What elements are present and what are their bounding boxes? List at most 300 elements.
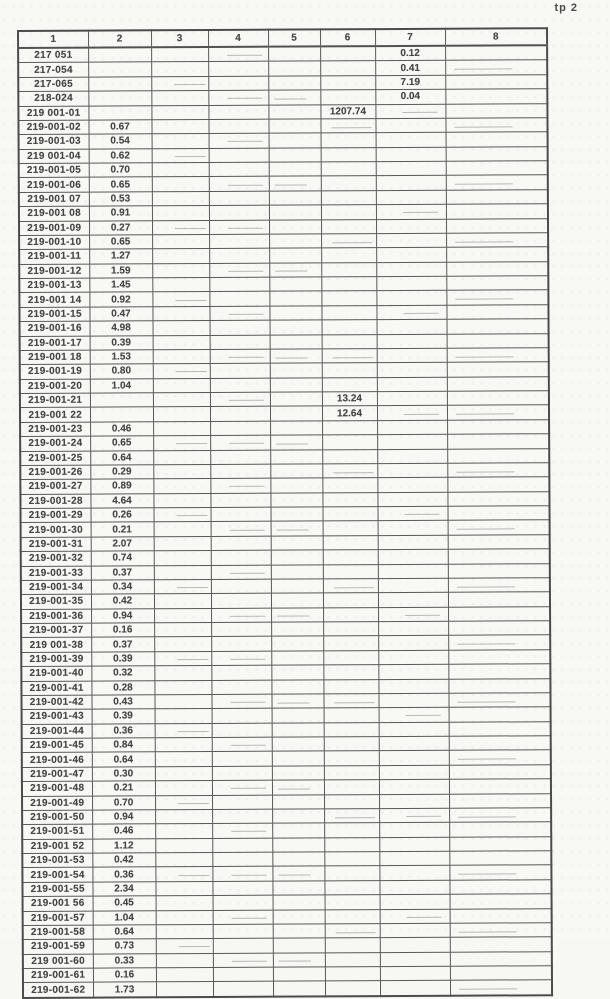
value-cell: 0.45 — [93, 896, 156, 911]
value-cell: 1.04 — [93, 910, 156, 925]
row-id-cell: 219-001-51 — [22, 824, 92, 839]
row-id-cell: 219-001-58 — [23, 925, 93, 940]
value-cell — [154, 651, 211, 666]
row-id-cell: 219-001-15 — [19, 307, 89, 322]
value-cell — [376, 204, 446, 219]
value-cell — [447, 491, 549, 506]
value-cell — [377, 348, 447, 363]
value-cell — [324, 737, 379, 752]
value-cell — [321, 147, 376, 162]
value-cell — [271, 564, 323, 579]
row-id-cell: 219-001-03 — [19, 134, 89, 149]
row-id-cell: 219-001-12 — [19, 264, 89, 279]
row-id-cell: 219-001-31 — [21, 537, 91, 552]
value-cell — [378, 664, 448, 679]
value-cell — [269, 148, 321, 163]
row-id-cell: 219-001 18 — [20, 350, 90, 365]
value-cell — [268, 104, 320, 119]
value-cell — [270, 349, 322, 364]
value-cell — [273, 953, 325, 968]
value-cell — [324, 751, 379, 766]
value-cell: 1.59 — [89, 263, 152, 278]
value-cell: 0.70 — [89, 163, 152, 178]
value-cell — [155, 723, 212, 738]
value-cell — [378, 636, 448, 651]
value-cell: 0.30 — [92, 767, 155, 782]
value-cell: 0.64 — [93, 925, 156, 940]
value-cell: 0.42 — [91, 594, 154, 609]
value-cell: 0.94 — [92, 810, 155, 825]
value-cell — [446, 304, 548, 319]
value-cell: 0.36 — [92, 867, 155, 882]
value-cell — [268, 76, 320, 91]
value-cell — [376, 133, 446, 148]
value-cell — [211, 680, 271, 695]
value-cell: 2.34 — [92, 882, 155, 897]
value-cell: 0.21 — [92, 781, 155, 796]
value-cell — [325, 923, 380, 938]
value-cell — [447, 333, 549, 348]
table-row — [23, 980, 552, 998]
value-cell — [272, 881, 324, 896]
value-cell — [445, 45, 547, 60]
value-cell — [154, 637, 211, 652]
row-id-cell: 219-001-17 — [20, 336, 90, 351]
value-cell — [212, 723, 272, 738]
value-cell: 0.12 — [375, 46, 445, 61]
value-cell: 0.16 — [91, 623, 154, 638]
value-cell: 0.91 — [89, 206, 152, 221]
value-cell — [213, 895, 273, 910]
value-cell — [379, 822, 449, 837]
value-cell — [376, 291, 446, 306]
value-cell — [209, 177, 269, 192]
value-cell — [213, 967, 273, 982]
value-cell — [380, 981, 450, 996]
value-cell — [152, 177, 209, 192]
value-cell — [380, 894, 450, 909]
row-id-cell: 217 051 — [18, 48, 88, 63]
value-cell — [323, 550, 378, 565]
value-cell — [155, 867, 212, 882]
value-cell — [376, 305, 446, 320]
value-cell — [446, 132, 548, 147]
value-cell — [378, 521, 448, 536]
value-cell — [210, 435, 270, 450]
value-cell — [208, 90, 268, 105]
table-body — [18, 45, 552, 998]
row-id-cell: 219-001-42 — [21, 695, 91, 710]
value-cell — [379, 866, 449, 881]
value-cell — [450, 966, 552, 981]
value-cell — [272, 766, 324, 781]
value-cell — [378, 593, 448, 608]
value-cell — [324, 708, 379, 723]
value-cell — [153, 450, 210, 465]
value-cell — [378, 549, 448, 564]
value-cell — [380, 966, 450, 981]
value-cell — [88, 77, 151, 92]
row-id-cell: 219-001-02 — [18, 120, 88, 135]
value-cell — [153, 392, 210, 407]
value-cell — [321, 205, 376, 220]
value-cell — [212, 780, 272, 795]
value-cell — [156, 953, 213, 968]
value-cell — [324, 808, 379, 823]
value-cell — [153, 493, 210, 508]
value-cell — [447, 419, 549, 434]
value-cell — [209, 277, 269, 292]
value-cell: 0.64 — [92, 752, 155, 767]
value-cell: 0.65 — [89, 177, 152, 192]
row-id-cell: 219-001-44 — [22, 724, 92, 739]
value-cell — [270, 435, 322, 450]
value-cell — [446, 233, 548, 248]
value-cell — [325, 909, 380, 924]
value-cell — [447, 391, 549, 406]
value-cell — [269, 291, 321, 306]
value-cell — [210, 421, 270, 436]
value-cell — [323, 578, 378, 593]
row-id-cell: 219-001-49 — [22, 796, 92, 811]
value-cell — [271, 636, 323, 651]
value-cell — [155, 709, 212, 724]
value-cell — [269, 176, 321, 191]
data-table — [17, 27, 553, 999]
value-cell: 1.53 — [90, 350, 153, 365]
value-cell — [378, 621, 448, 636]
value-cell — [323, 521, 378, 536]
row-id-cell: 219-001-41 — [21, 681, 91, 696]
value-cell — [448, 621, 550, 636]
value-cell — [211, 694, 271, 709]
row-id-cell: 219-001-39 — [21, 652, 91, 667]
value-cell — [155, 881, 212, 896]
value-cell — [377, 391, 447, 406]
value-cell — [325, 895, 380, 910]
value-cell — [270, 449, 322, 464]
value-cell — [270, 320, 322, 335]
value-cell — [271, 665, 323, 680]
row-id-cell: 219-001-54 — [22, 867, 92, 882]
value-cell — [325, 952, 380, 967]
value-cell: 7.19 — [375, 75, 445, 90]
value-cell — [446, 175, 548, 190]
value-cell — [449, 764, 551, 779]
value-cell — [446, 189, 548, 204]
value-cell — [379, 751, 449, 766]
value-cell — [208, 105, 268, 120]
value-cell — [325, 938, 380, 953]
value-cell — [447, 362, 549, 377]
value-cell — [321, 133, 376, 148]
row-id-cell: 219-001-59 — [23, 939, 93, 954]
row-id-cell: 219-001-25 — [20, 451, 90, 466]
value-cell — [376, 147, 446, 162]
value-cell — [378, 535, 448, 550]
row-id-cell: 219-001-05 — [19, 163, 89, 178]
value-cell: 0.94 — [91, 608, 154, 623]
value-cell — [210, 478, 270, 493]
value-cell: 0.41 — [375, 61, 445, 76]
row-id-cell: 219-001-06 — [19, 178, 89, 193]
value-cell — [151, 91, 208, 106]
value-cell — [322, 435, 377, 450]
value-cell — [271, 694, 323, 709]
value-cell — [154, 622, 211, 637]
row-id-cell: 219-001-62 — [23, 982, 93, 997]
value-cell — [270, 363, 322, 378]
value-cell — [269, 234, 321, 249]
value-cell — [153, 335, 210, 350]
value-cell — [211, 507, 271, 522]
value-cell — [375, 104, 445, 119]
value-cell — [378, 650, 448, 665]
value-cell — [155, 795, 212, 810]
value-cell — [324, 880, 379, 895]
value-cell — [320, 61, 375, 76]
value-cell — [269, 191, 321, 206]
value-cell — [154, 694, 211, 709]
value-cell — [211, 579, 271, 594]
value-cell — [321, 262, 376, 277]
value-cell — [209, 234, 269, 249]
value-cell: 4.64 — [90, 493, 153, 508]
value-cell — [90, 393, 153, 408]
value-cell — [208, 47, 268, 62]
value-cell — [379, 779, 449, 794]
value-cell — [212, 852, 272, 867]
value-cell — [270, 478, 322, 493]
value-cell — [321, 305, 376, 320]
value-cell: 0.16 — [93, 968, 156, 983]
value-cell — [212, 867, 272, 882]
value-cell — [269, 248, 321, 263]
value-cell — [448, 592, 550, 607]
value-cell: 0.04 — [375, 89, 445, 104]
value-cell — [322, 449, 377, 464]
value-cell — [271, 579, 323, 594]
value-cell — [213, 982, 273, 997]
value-cell — [210, 464, 270, 479]
value-cell — [271, 536, 323, 551]
column-header: 3 — [151, 30, 208, 47]
value-cell — [379, 765, 449, 780]
value-cell: 0.28 — [91, 680, 154, 695]
table-container — [17, 27, 553, 999]
value-cell — [273, 924, 325, 939]
value-cell — [209, 162, 269, 177]
value-cell — [449, 750, 551, 765]
value-cell — [153, 321, 210, 336]
value-cell — [209, 220, 269, 235]
value-cell — [379, 722, 449, 737]
value-cell — [320, 90, 375, 105]
value-cell — [213, 924, 273, 939]
value-cell — [450, 980, 552, 995]
value-cell — [324, 780, 379, 795]
value-cell — [321, 162, 376, 177]
value-cell — [377, 420, 447, 435]
value-cell — [324, 866, 379, 881]
value-cell — [378, 607, 448, 622]
row-id-cell: 219-001-32 — [21, 551, 91, 566]
value-cell — [152, 249, 209, 264]
value-cell — [321, 176, 376, 191]
value-cell — [449, 822, 551, 837]
value-cell — [156, 924, 213, 939]
value-cell — [209, 191, 269, 206]
row-id-cell: 219-001-34 — [21, 580, 91, 595]
column-header: 7 — [375, 29, 445, 46]
value-cell — [323, 622, 378, 637]
value-cell — [446, 276, 548, 291]
row-id-cell: 219-001 52 — [22, 839, 92, 854]
value-cell — [268, 119, 320, 134]
value-cell — [446, 218, 548, 233]
value-cell — [446, 161, 548, 176]
value-cell — [321, 248, 376, 263]
column-header: 1 — [18, 31, 88, 48]
value-cell — [448, 534, 550, 549]
value-cell — [447, 463, 549, 478]
row-id-cell: 219-001-28 — [20, 494, 90, 509]
value-cell — [448, 649, 550, 664]
row-id-cell: 219-001-19 — [20, 364, 90, 379]
row-id-cell: 219-001-23 — [20, 422, 90, 437]
value-cell — [152, 162, 209, 177]
value-cell — [447, 405, 549, 420]
value-cell — [154, 536, 211, 551]
row-id-cell: 219-001-33 — [21, 566, 91, 581]
value-cell — [271, 622, 323, 637]
value-cell — [209, 205, 269, 220]
row-id-cell: 219-001-36 — [21, 609, 91, 624]
value-cell — [380, 937, 450, 952]
value-cell: 0.80 — [90, 364, 153, 379]
value-cell — [155, 752, 212, 767]
value-cell — [155, 838, 212, 853]
value-cell — [212, 752, 272, 767]
value-cell — [272, 838, 324, 853]
value-cell — [153, 407, 210, 422]
value-cell — [152, 292, 209, 307]
value-cell — [154, 579, 211, 594]
row-id-cell: 219-001 22 — [20, 407, 90, 422]
value-cell — [378, 679, 448, 694]
value-cell — [449, 851, 551, 866]
value-cell — [324, 852, 379, 867]
row-id-cell: 219-001-50 — [22, 810, 92, 825]
value-cell — [378, 693, 448, 708]
value-cell: 0.46 — [90, 422, 153, 437]
value-cell: 0.37 — [91, 565, 154, 580]
value-cell — [448, 520, 550, 535]
row-id-cell: 219-001 56 — [23, 896, 93, 911]
value-cell — [151, 119, 208, 134]
value-cell — [269, 162, 321, 177]
value-cell — [271, 550, 323, 565]
value-cell: 0.67 — [88, 120, 151, 135]
value-cell: 0.39 — [90, 335, 153, 350]
value-cell — [445, 60, 547, 75]
value-cell: 0.47 — [89, 307, 152, 322]
value-cell — [209, 248, 269, 263]
value-cell — [448, 606, 550, 621]
value-cell — [376, 190, 446, 205]
value-cell: 1.12 — [92, 838, 155, 853]
value-cell — [268, 61, 320, 76]
row-id-cell: 219-001 08 — [19, 206, 89, 221]
value-cell — [270, 464, 322, 479]
column-header: 2 — [88, 30, 151, 47]
value-cell — [379, 851, 449, 866]
value-cell — [449, 736, 551, 751]
value-cell — [152, 191, 209, 206]
value-cell — [212, 823, 272, 838]
value-cell — [322, 334, 377, 349]
value-cell — [320, 75, 375, 90]
value-cell — [447, 348, 549, 363]
value-cell — [211, 651, 271, 666]
value-cell — [270, 378, 322, 393]
row-id-cell: 219-001 07 — [19, 192, 89, 207]
row-id-cell: 217-054 — [18, 63, 88, 78]
value-cell: 0.26 — [91, 508, 154, 523]
value-cell — [155, 824, 212, 839]
value-cell — [448, 578, 550, 593]
value-cell — [212, 766, 272, 781]
value-cell — [445, 103, 547, 118]
value-cell: 0.64 — [90, 450, 153, 465]
value-cell — [378, 506, 448, 521]
value-cell — [213, 938, 273, 953]
value-cell — [271, 608, 323, 623]
value-cell: 0.29 — [90, 465, 153, 480]
value-cell — [448, 563, 550, 578]
value-cell — [269, 219, 321, 234]
value-cell — [153, 464, 210, 479]
value-cell — [156, 939, 213, 954]
value-cell — [151, 105, 208, 120]
value-cell — [377, 463, 447, 478]
row-id-cell: 219-001-40 — [21, 666, 91, 681]
row-id-cell: 217-065 — [18, 77, 88, 92]
value-cell — [212, 795, 272, 810]
value-cell — [447, 477, 549, 492]
value-cell — [153, 349, 210, 364]
value-cell — [210, 349, 270, 364]
row-id-cell: 219-001-46 — [22, 752, 92, 767]
value-cell — [376, 233, 446, 248]
value-cell — [446, 261, 548, 276]
value-cell — [152, 134, 209, 149]
value-cell — [450, 951, 552, 966]
value-cell — [269, 133, 321, 148]
value-cell — [450, 923, 552, 938]
value-cell — [155, 781, 212, 796]
value-cell — [273, 938, 325, 953]
row-id-cell: 219-001-21 — [20, 393, 90, 408]
value-cell — [325, 981, 380, 996]
value-cell — [211, 550, 271, 565]
row-id-cell: 219-001-24 — [20, 436, 90, 451]
value-cell — [447, 376, 549, 391]
value-cell: 0.27 — [89, 220, 152, 235]
value-cell — [321, 190, 376, 205]
value-cell — [447, 434, 549, 449]
value-cell — [269, 306, 321, 321]
